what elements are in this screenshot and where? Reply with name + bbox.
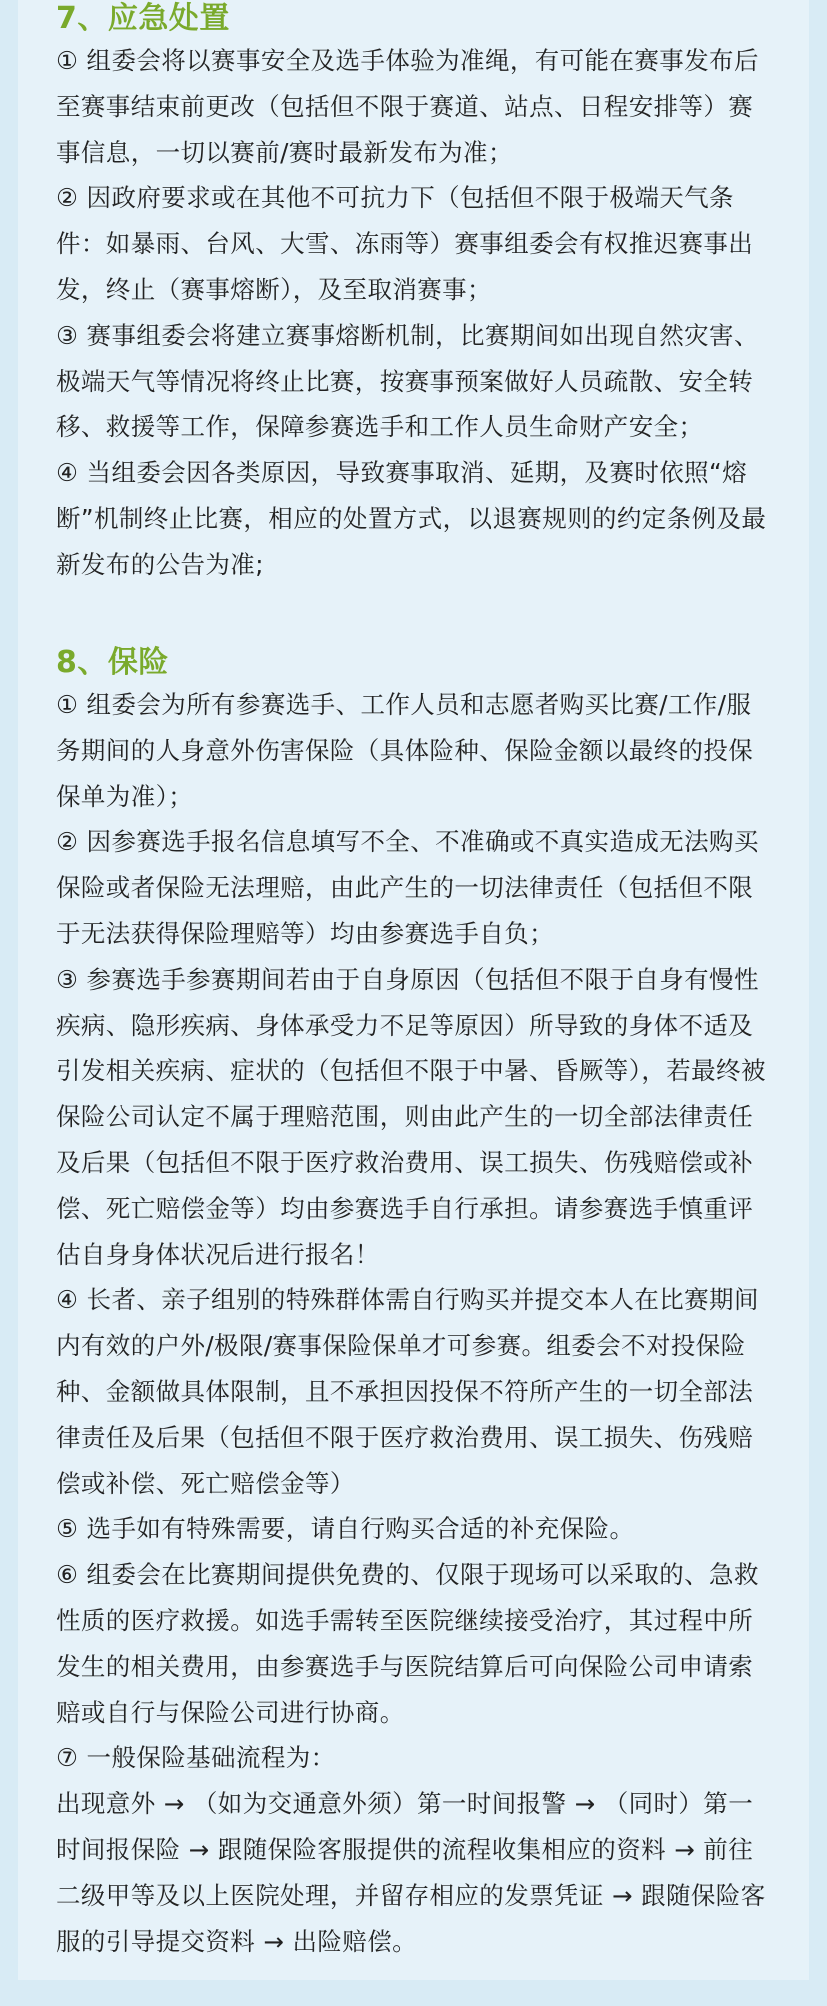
insurance-item-2: ② 因参赛选手报名信息填写不全、不准确或不真实造成无法购买保险或者保险无法理赔，由此产生的一切法律责任（包括但不限于无法获得保险理赔等）均由参赛选手自负； xyxy=(56,827,759,948)
insurance-item-3: ③ 参赛选手参赛期间若由于自身原因（包括但不限于自身有慢性疾病、隐形疾病、身体承受力不足等原因）所导致的身体不适及引发相关疾病、症状的（包括但不限于中暑、昏厥等），若最终被保险公司认定不属于理赔范围，则由此产生的一切全部法律责任及后果（包括但不限于医疗救治费用、误工损失、伤残赔偿或补偿、死亡赔偿金等）均由参赛选手自行承担。请参赛选手慎重评估自身身体状况后进行报名！ xyxy=(56,964,766,1269)
emergency-item-1: ① 组委会将以赛事安全及选手体验为准绳，有可能在赛事发布后至赛事结束前更改（包括但不限于赛道、站点、日程安排等）赛事信息，一切以赛前/赛时最新发布为准； xyxy=(56,46,759,167)
insurance-item-1: ① 组委会为所有参赛选手、工作人员和志愿者购买比赛/工作/服务期间的人身意外伤害保险（具体险种、保险金额以最终的投保保单为准）； xyxy=(56,690,754,811)
section-insurance xyxy=(56,644,773,1964)
insurance-process-flow: 出现意外 → （如为交通意外须）第一时间报警 → （同时）第一时间报保险 → 跟随保险客服提供的流程收集相应的资料 → 前往二级甲等及以上医院处理，并留存相应的发票凭证 → 跟随保险客服的引导提交资料 → 出险赔偿。 xyxy=(56,1789,766,1956)
content-card xyxy=(18,0,809,1980)
insurance-item-6: ⑥ 组委会在比赛期间提供免费的、仅限于现场可以采取的、急救性质的医疗救援。如选手需转至医院继续接受治疗，其过程中所发生的相关费用，由参赛选手与医院结算后可向保险公司申请索赔或自行与保险公司进行协商。 xyxy=(56,1560,759,1727)
section-title-insurance: 8、保险 xyxy=(56,645,169,680)
insurance-item-4: ④ 长者、亲子组别的特殊群体需自行购买并提交本人在比赛期间内有效的户外/极限/赛事保险保单才可参赛。组委会不对投保险种、金额做具体限制，且不承担因投保不符所产生的一切全部法律责任及后果（包括但不限于医疗救治费用、误工损失、伤残赔偿或补偿、死亡赔偿金等） xyxy=(56,1285,759,1498)
insurance-item-5: ⑤ 选手如有特殊需要，请自行购买合适的补充保险。 xyxy=(56,1514,635,1544)
emergency-item-2: ② 因政府要求或在其他不可抗力下（包括但不限于极端天气条件：如暴雨、台风、大雪、冻雨等）赛事组委会有权推迟赛事出发，终止（赛事熔断），及至取消赛事； xyxy=(56,183,754,304)
emergency-item-3: ③ 赛事组委会将建立赛事熔断机制，比赛期间如出现自然灾害、极端天气等情况将终止比赛，按赛事预案做好人员疏散、安全转移、救援等工作，保障参赛选手和工作人员生命财产安全； xyxy=(56,320,759,442)
insurance-item-7: ⑦ 一般保险基础流程为： xyxy=(56,1743,336,1773)
section-title-emergency: 7、应急处置 xyxy=(56,1,230,36)
emergency-item-4: ④ 当组委会因各类原因，导致赛事取消、延期，及赛时依照“熔断”机制终止比赛，相应的处置方式，以退赛规则的约定条例及最新发布的公告为准; xyxy=(56,458,767,579)
section-emergency xyxy=(56,0,773,588)
